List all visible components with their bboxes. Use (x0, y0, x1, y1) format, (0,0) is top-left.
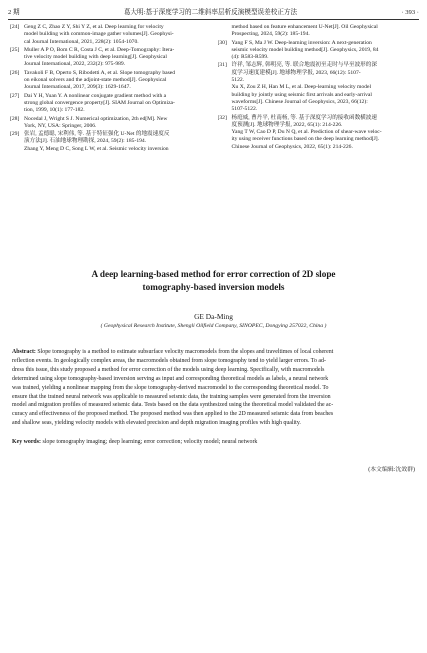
reference-line: Geng Z C, Zhao Z Y, Shi Y Z, et al. Deep learning for velocity (24, 24, 164, 30)
reference-text (232, 115, 418, 151)
reference-line: model building with common-image gather volumes[J]. Geophysi- (24, 31, 174, 38)
reference-line: method based on feature enhancement U-Net[J]. Oil Geophysical (231, 24, 378, 30)
reference-line: Nocedal J, Wright S J. Numerical optimization, 2th ed[M]. New (24, 115, 168, 122)
reference-number: [32] (217, 114, 227, 121)
reference-line: waveforms[J]. Chinese Journal of Geophysics, 2023, 66(12): (231, 98, 368, 105)
abstract-line (12, 348, 415, 357)
reference-number: [28] (10, 115, 20, 122)
reference-line: 5107-5122. (231, 106, 258, 113)
reference-text (24, 131, 210, 153)
reference-number: [26] (10, 69, 20, 76)
reference-text (232, 62, 418, 113)
paper-title-line: A deep learning-based method for error correction of 2D slope (91, 269, 336, 279)
reference-line: Journal International, 2017, 209(3): 1629-1647. (24, 84, 131, 91)
reference-number: [29] (10, 131, 20, 138)
paper-title (20, 268, 407, 293)
reference-number: [31] (217, 62, 227, 69)
reference-line: on eikonal solvers and the adjoint-state method[J]. Geophysical (24, 77, 167, 84)
abstract (12, 348, 415, 428)
abstract-line: ensure that the trained neural network was applicable to measured seismic data, the training samples were generated from the inversion (12, 393, 331, 400)
reference-line: Journal International, 2022, 232(2): 975-989. (24, 61, 126, 68)
reference-item (10, 47, 210, 69)
reference-number: [24] (10, 24, 20, 30)
reference-item (10, 24, 210, 46)
reference-line: 演方法[J]. 石油地球物理勘探, 2024, 59(2): 185-194. (24, 138, 147, 145)
reference-line: building by jointly using seismic first arrivals and early-arrival (231, 91, 372, 98)
reference-item (218, 62, 418, 113)
author-affiliation: ( Geophysical Research Institute, Shengli Oilfield Company, SINOPEC, Dongying 257022, China ) (100, 323, 327, 329)
abstract-line: reflection events. In geologically complex areas, the macromodels obtained from slope tomography tend to yield larger errors. To ad- (12, 357, 326, 364)
reference-item (10, 70, 210, 92)
reference-item (218, 40, 418, 62)
reference-text (24, 93, 210, 115)
running-header (8, 6, 419, 20)
abstract-line-text: Slope tomography is a method to estimate subsurface velocity macromodels from the slopes and traveltimes of local coherent (35, 349, 334, 355)
running-title: 葛大明:基于深度学习的二维斜率层析反演模型误差校正方法 (123, 9, 298, 16)
paper-title-line: tomography-based inversion models (142, 281, 285, 292)
issue-number: 2 期 (8, 9, 20, 16)
reference-line: Chinese Journal of Geophysics, 2022, 65(1): 214-226. (231, 143, 353, 150)
reference-line: tive velocity model building with deep learning[J]. Geophysical (24, 54, 167, 61)
reference-column-right (218, 24, 418, 256)
reference-item (10, 116, 210, 131)
reference-text (24, 70, 210, 92)
reference-line: Yang T W, Cao D P, Du N Q, et al. Prediction of shear-wave veloc- (231, 129, 382, 136)
reference-line: (4): R583-R599. (231, 54, 269, 61)
reference-line: 度学习速度建模[J]. 地球物理学报, 2023, 66(12): 5107- (231, 69, 361, 76)
reference-line: 张岩, 孟德聪, 宋利伟, 等. 基于特征强化 U-Net 的地震速度反 (24, 131, 170, 138)
reference-text (24, 47, 210, 69)
abstract-line: determined using slope tomography-based inversion serving as input and corresponding theoretical models as labels, a neural network (12, 375, 329, 382)
reference-line: Muller A P O, Bom C R, Costa J C, et al. Deep-Tomography: Itera- (24, 46, 175, 53)
reference-line: Yang F S, Ma J W. Deep-learning inversion: A next-generation (231, 39, 372, 46)
abstract-line: was trained, yielding a nonlinear mapping from the slope tomography-derived macromodel to the corresponding theoretical model. To (12, 384, 329, 391)
reference-line: Xu X, Zou Z H, Han M L, et al. Deep-learning velocity model (231, 84, 371, 91)
reference-item (10, 131, 210, 153)
keywords-label: Key words: (12, 439, 41, 445)
reference-text (24, 24, 210, 46)
reference-line: Tavakoli F B, Operto S, Ribodetti A, et al. Slope tomography based (24, 69, 176, 76)
reference-line: cal Journal International, 2021, 228(2): 1054-1070. (24, 38, 139, 45)
editor-note: (本文编辑:沈效群) (368, 467, 415, 473)
reference-column-left (10, 24, 210, 256)
keywords (12, 438, 415, 447)
reference-line: 5122. (231, 77, 245, 84)
page-number: · 393 · (401, 9, 419, 16)
reference-number (218, 24, 232, 39)
reference-line: tion, 1999, 10(1): 177-182. (24, 107, 85, 114)
reference-line: ity using receiver functions based on the deep learning method[J]. (231, 136, 380, 143)
abstract-line: and shallow seas, yielding velocity models with elevated precision and depth migration imaging profiles with high quality. (12, 420, 301, 427)
reference-text (24, 116, 210, 131)
reference-number: [27] (10, 92, 20, 99)
keywords-text: slope tomography imaging; deep learning; error correction; velocity model; neural network (40, 439, 258, 445)
reference-text (232, 40, 418, 62)
reference-item (10, 93, 210, 115)
reference-line: 度预测[J]. 地球物理学报, 2022, 65(1): 214-226. (231, 121, 343, 128)
author-name: GE Da-Ming (194, 312, 233, 321)
reference-line: Zhang Y, Meng D C, Song L W, et al. Seismic velocity inversion (24, 145, 169, 152)
reference-list (10, 24, 417, 256)
abstract-line: curacy and effectiveness of the proposed method. The proposed method was then applied to the 2D measured seismic data from beaches (12, 411, 334, 418)
reference-item (218, 24, 418, 39)
reference-text (232, 24, 418, 39)
reference-number: [25] (10, 46, 20, 53)
abstract-line: model and migration profiles of measured seismic data. Tests based on the data synthesized using the theoretical model validated the ac- (12, 402, 334, 409)
reference-line: 许祥, 邹志辉, 韩明亮, 等. 联合地震初至走时与早至波形的深 (231, 62, 377, 69)
abstract-label: Abstract: (12, 349, 36, 355)
reference-item (218, 115, 418, 151)
reference-line: seismic velocity model building method[J]. Geophysics, 2019, 84 (231, 46, 379, 53)
reference-line: York, NY, USA: Springer, 2006. (24, 122, 97, 129)
reference-line: strong global convergence property[J]. SIAM Journal on Optimiza- (24, 99, 175, 106)
reference-line: Dai Y H, Yuan Y. A nonlinear conjugate gradient method with a (24, 92, 167, 99)
reference-line: 杨庭威, 曹丹平, 杜南杨, 等. 基于深度学习的接收函数横波速 (231, 114, 377, 121)
reference-number: [30] (217, 39, 227, 46)
abstract-line: dress this issue, this study proposed a method for error correction of the models using deep learning. Specifically, with macromodels (12, 366, 325, 373)
reference-line: Prospecting, 2024, 59(2): 185-194. (231, 31, 310, 38)
